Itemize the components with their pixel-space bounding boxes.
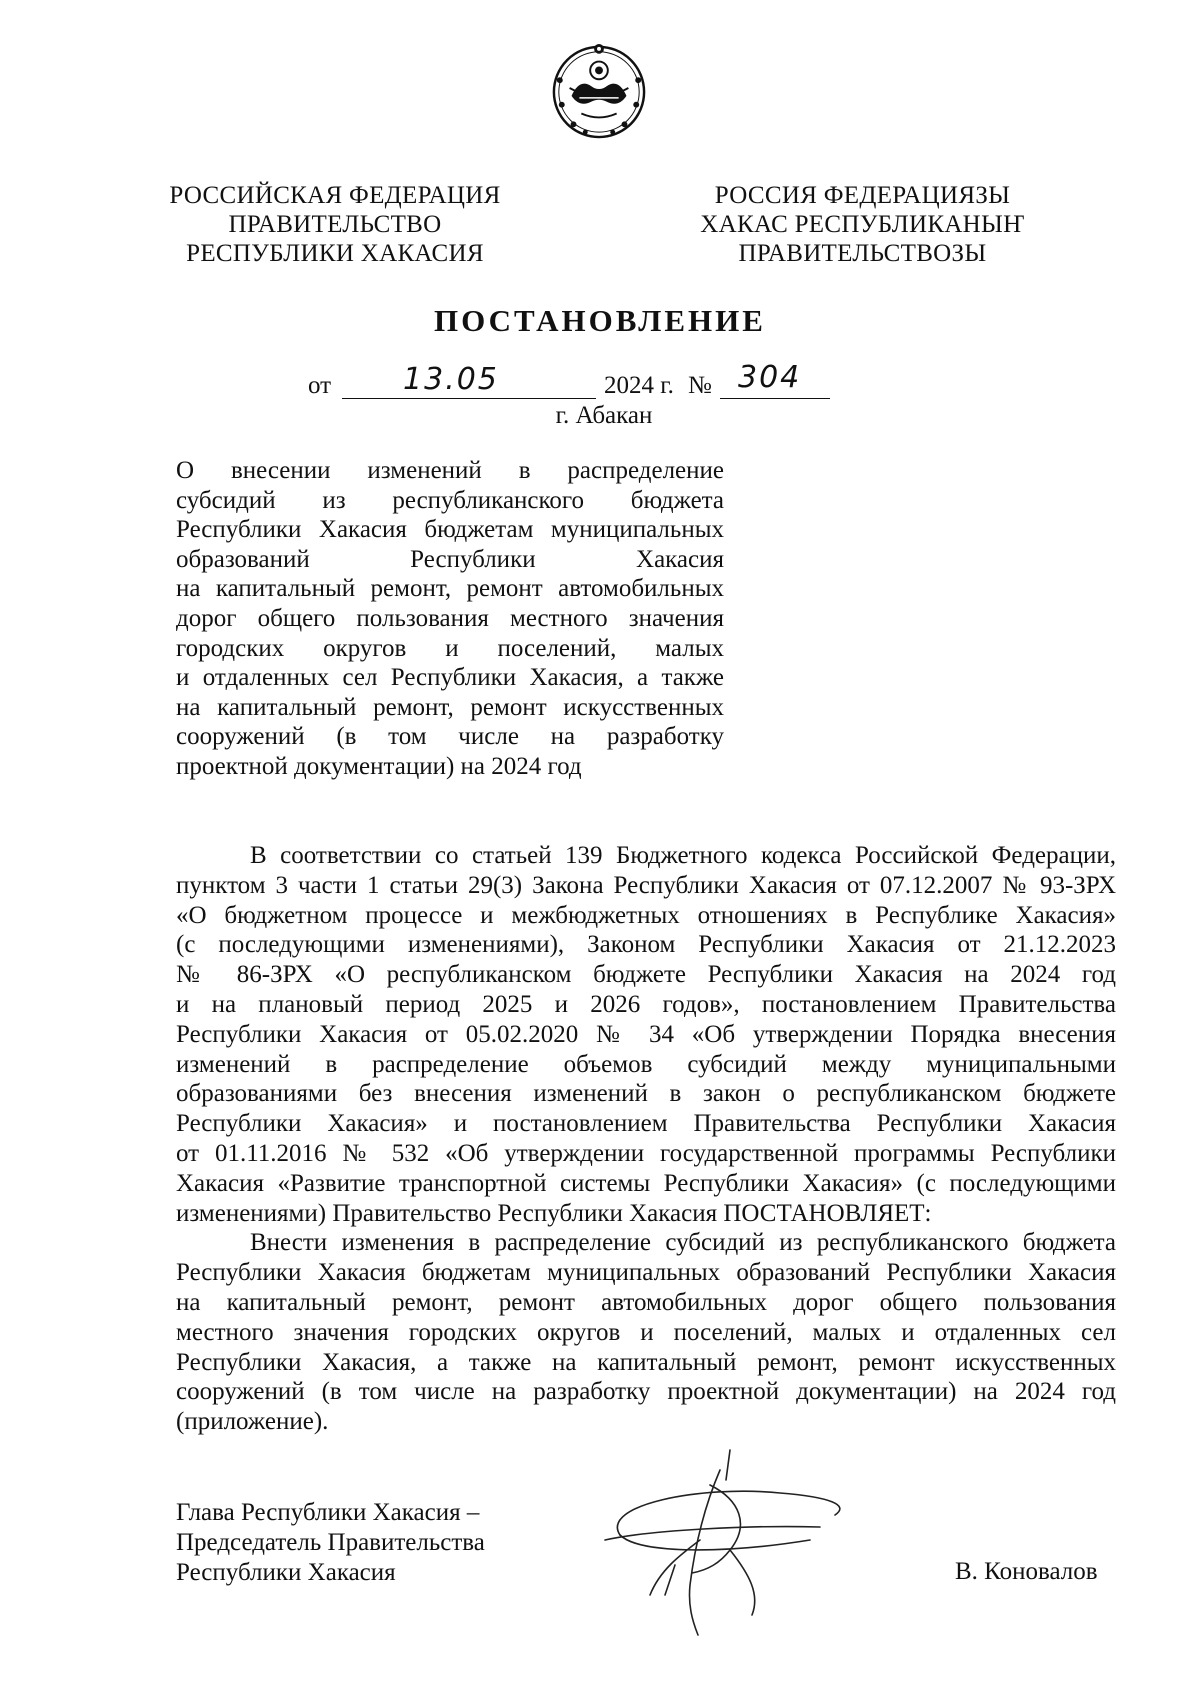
body-line: сооружений (в том числе на разработку проектной документации) на 2024 год <box>176 1378 1116 1406</box>
header-left-line: РОССИЙСКАЯ ФЕДЕРАЦИЯ <box>169 182 501 209</box>
header-right-line: ХАКАС РЕСПУБЛИКАНЫҤ <box>700 211 1025 238</box>
body-line: от 01.11.2016 № 532 «Об утверждении государственной программы Республики <box>176 1139 1116 1167</box>
date-prefix: от <box>308 372 332 399</box>
city: г. Абакан <box>555 402 653 429</box>
number-underline <box>720 398 830 399</box>
header-left <box>160 181 510 268</box>
number-sign: № <box>688 372 712 399</box>
body-line: Внести изменения в распределение субсидий из республиканского бюджета <box>250 1229 1116 1257</box>
header-left-line: ПРАВИТЕЛЬСТВО <box>228 211 442 238</box>
body-line: В соответствии со статьей 139 Бюджетного кодекса Российской Федерации, <box>250 842 1116 869</box>
signatory-title-line: Глава Республики Хакасия – <box>176 1499 480 1526</box>
body-line: Республики Хакасия от 05.02.2020 № 34 «Об утверждении Порядка внесения <box>176 1020 1116 1048</box>
year-text: 2024 г. <box>604 372 674 399</box>
subject-line: образований Республики Хакасия <box>176 545 724 573</box>
subject-line: городских округов и поселений, малых <box>176 634 724 662</box>
body-line: местного значения городских округов и поселений, малых и отдаленных сел <box>176 1318 1116 1346</box>
header-right-line: РОССИЯ ФЕДЕРАЦИЯЗЫ <box>714 182 1011 209</box>
signatory-title-line: Председатель Правительства <box>176 1528 485 1556</box>
body-line: пунктом 3 части 1 статьи 29(3) Закона Республики Хакасия от 07.12.2007 № 93-ЗРХ <box>176 871 1116 899</box>
signatory-name: В. Коновалов <box>955 1558 1098 1585</box>
body-line: «О бюджетном процессе и межбюджетных отношениях в Республике Хакасия» <box>176 901 1116 929</box>
body-line: Хакасия «Развитие транспортной системы Республики Хакасия» (с последующими <box>176 1169 1116 1197</box>
coat-of-arms-icon <box>550 40 648 140</box>
body-line: на капитальный ремонт, ремонт автомобильных дорог общего пользования <box>176 1288 1116 1316</box>
body-line: образованиями без внесения изменений в закон о республиканском бюджете <box>176 1080 1116 1108</box>
subject-line: сооружений (в том числе на разработку <box>176 723 724 751</box>
subject-line: Республики Хакасия бюджетам муниципальных <box>176 516 724 544</box>
body-line: изменений в распределение объемов субсидий между муниципальными <box>176 1050 1116 1078</box>
subject-line: и отдаленных сел Республики Хакасия, а также <box>176 664 724 692</box>
signatory-title-line: Республики Хакасия <box>176 1558 396 1586</box>
body-line: (с последующими изменениями), Законом Республики Хакасия от 21.12.2023 <box>176 931 1116 959</box>
body-line: и на плановый период 2025 и 2026 годов», постановлением Правительства <box>176 990 1116 1018</box>
signatory-title <box>176 1498 485 1587</box>
body-line: № 86-ЗРХ «О республиканском бюджете Республики Хакасия на 2024 год <box>176 961 1116 989</box>
handwritten-date: 13.05 <box>403 362 499 397</box>
body-line: Республики Хакасия, а также на капитальный ремонт, ремонт искусственных <box>176 1348 1116 1376</box>
body-line: изменениями) Правительство Республики Хакасия ПОСТАНОВЛЯЕТ: <box>176 1199 932 1227</box>
subject-line: на капитальный ремонт, ремонт искусственных <box>176 693 724 721</box>
document-type-title: ПОСТАНОВЛЕНИЕ <box>434 303 766 338</box>
subject-block <box>176 456 724 782</box>
body-line: (приложение). <box>176 1408 329 1436</box>
handwritten-number: 304 <box>738 360 802 395</box>
subject-line: субсидий из республиканского бюджета <box>176 486 724 514</box>
body-line: Республики Хакасия бюджетам муниципальных образований Республики Хакасия <box>176 1259 1116 1287</box>
date-underline <box>342 398 596 399</box>
header-right <box>690 181 1035 268</box>
handwritten-signature <box>580 1445 860 1655</box>
body-line: Республики Хакасия» и постановлением Правительства Республики Хакасия <box>176 1110 1116 1138</box>
subject-line: на капитальный ремонт, ремонт автомобильных <box>176 575 724 603</box>
subject-line: проектной документации) на 2024 год <box>176 752 582 780</box>
subject-line: дорог общего пользования местного значения <box>176 604 724 632</box>
header-left-line: РЕСПУБЛИКИ ХАКАСИЯ <box>186 240 484 267</box>
subject-line: О внесении изменений в распределение <box>176 457 724 484</box>
body-text <box>176 841 1116 1437</box>
header-right-line: ПРАВИТЕЛЬСТВОЗЫ <box>738 240 987 267</box>
